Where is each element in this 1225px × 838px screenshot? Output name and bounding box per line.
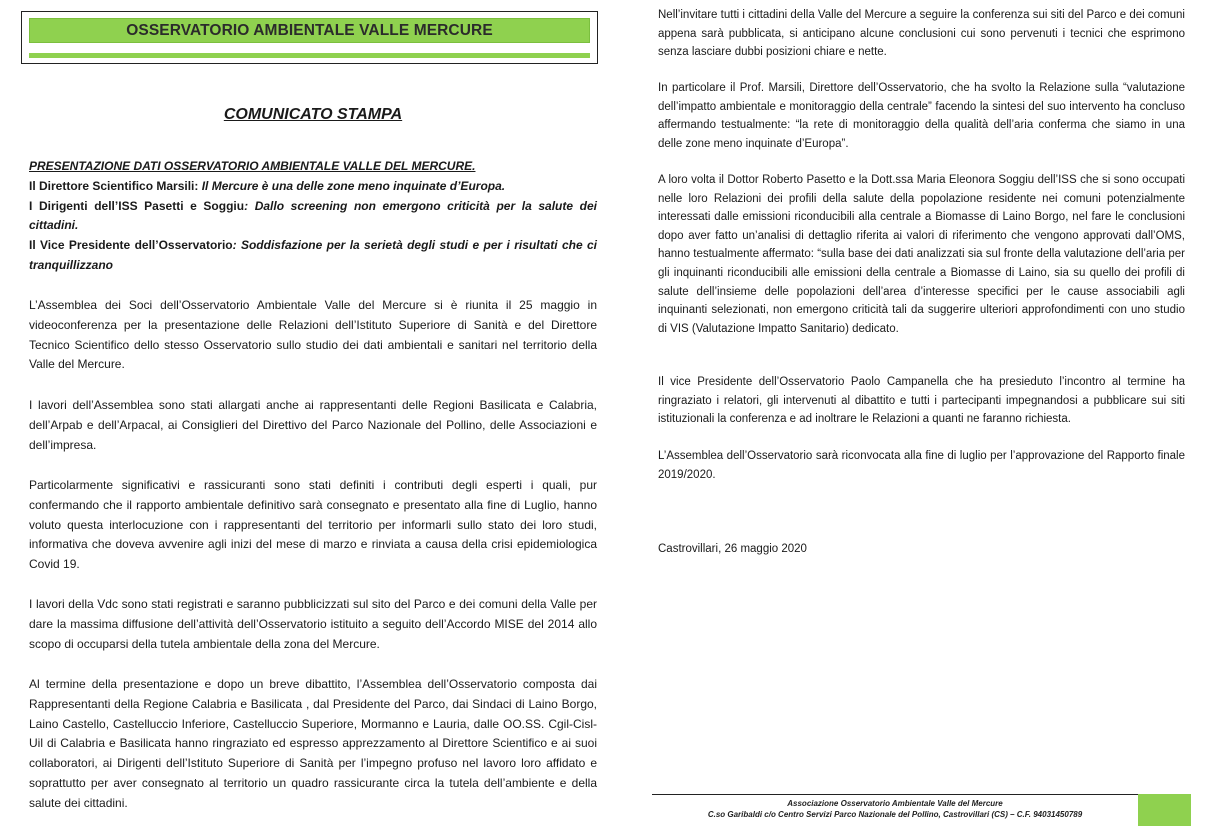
- left-paragraph-4: [29, 595, 597, 654]
- paragraph: I lavori dell’Assemblea sono stati allargati anche ai rappresentanti delle Regioni Basilicata e Calabria, dell’Arpab e dell’Arpacal, ai Consiglieri del Direttivo del Parco Nazionale del Pollino, delle Associazioni e dell’impresa.: [29, 398, 597, 452]
- place-date: [658, 540, 1185, 559]
- subheading-3-lead: I Dirigenti dell’ISS Pasetti e Soggiu: [29, 198, 245, 213]
- subheading-2-lead: Il Direttore Scientifico Marsili:: [29, 178, 202, 193]
- subheading-4: [29, 236, 597, 276]
- right-paragraph-1: [658, 6, 1185, 62]
- right-paragraph-5: [658, 447, 1185, 484]
- subheading-1-text: PRESENTAZIONE DATI OSSERVATORIO AMBIENTALE VALLE DEL MERCURE.: [29, 159, 476, 173]
- left-paragraph-1: [29, 296, 597, 375]
- subheading-4-lead: Il Vice Presidente dell’Osservatorio: [29, 238, 233, 253]
- subheading-4-quote: : Soddisfazione per la serietà degli studi e per i risultati che ci tranquillizzano: [29, 238, 597, 272]
- header-divider: [29, 53, 590, 58]
- right-paragraph-4: [658, 373, 1185, 429]
- subheading-3-quote: : Dallo screening non emergono criticità per la salute dei cittadini.: [29, 198, 597, 233]
- footer-logo-square: [1138, 794, 1191, 826]
- subheading-2-quote: Il Mercure è una delle zone meno inquinate d’Europa.: [201, 178, 506, 193]
- paragraph: I lavori della Vdc sono stati registrati e saranno pubblicizzati sul sito del Parco e dei comuni della Valle per dare la massima diffusione dell’attività dell’Osservatorio istituito a seguito dell’Accordo MISE del 2014 allo scopo di occuparsi della tutela ambientale della zona del Mercure.: [29, 597, 597, 651]
- document-title: COMUNICATO STAMPA: [223, 106, 403, 123]
- footer-line-2: C.so Garibaldi c/o Centro Servizi Parco Nazionale del Pollino, Castrovillari (CS) – C.F. 94031450789: [707, 810, 1083, 819]
- subheading-3: [29, 197, 597, 237]
- paragraph: Il vice Presidente dell’Osservatorio Paolo Campanella che ha presieduto l’incontro al termine ha ringraziato i relatori, gli intervenuti al dibattito e tutti i partecipanti impegnandosi a pubblicare sui siti istituzionali la conferenza e ad inoltrare le Relazioni a quanti ne faranno richiesta.: [658, 376, 1185, 426]
- paragraph: Nell’invitare tutti i cittadini della Valle del Mercure a seguire la conferenza sui siti del Parco e dei comuni appena sarà pubblicata, si anticipano alcune conclusioni cui sono pervenuti i tecnici che esprimono senza lasciare dubbi posizioni chiare e nette.: [658, 9, 1185, 59]
- paragraph: Particolarmente significativi e rassicuranti sono stati definiti i contributi degli esperti i quali, pur confermando che il rapporto ambientale definitivo sarà consegnato e presentato alla fine di Luglio, hanno voluto questa interlocuzione con i rappresentanti del territorio per informarli sullo stato dei loro studi, informativa che doveva avvenire agli inizi del mese di marzo e rinviata a causa della crisi epidemiologica Covid 19.: [29, 478, 597, 572]
- subheading-2: [29, 177, 597, 197]
- paragraph: In particolare il Prof. Marsili, Direttore dell’Osservatorio, che ha svolto la Relazione sulla “valutazione dell’impatto ambientale e monitoraggio della centrale” facendo la sintesi del suo intervento ha concluso affermando testualmente: “la rete di monitoraggio della qualità dell’aria conferma che siamo in una delle zone meno inquinate d’Europa”.: [658, 82, 1185, 150]
- footer-line-1: Associazione Osservatorio Ambientale Valle del Mercure: [787, 799, 1003, 808]
- subheading-1: [29, 157, 597, 177]
- left-paragraph-3: [29, 476, 597, 575]
- left-column: [29, 157, 597, 276]
- right-paragraph-2: [658, 79, 1185, 153]
- header-title: OSSERVATORIO AMBIENTALE VALLE MERCURE: [29, 18, 590, 43]
- paragraph: L’Assemblea dell’Osservatorio sarà riconvocata alla fine di luglio per l’approvazione del Rapporto finale 2019/2020.: [658, 450, 1185, 481]
- footer: [652, 798, 1138, 820]
- paragraph: L’Assemblea dei Soci dell’Osservatorio Ambientale Valle del Mercure si è riunita il 25 maggio in videoconferenza per la presentazione delle Relazioni dell’Istituto Superiore di Sanità e del Direttore Tecnico Scientifico dello stesso Osservatorio sullo studio dei dati ambientali e sanitari nel territorio della Valle del Mercure.: [29, 298, 597, 372]
- header-box: [21, 11, 598, 64]
- footer-divider: [652, 794, 1138, 795]
- left-paragraph-5: [29, 675, 597, 814]
- paragraph: Al termine della presentazione e dopo un breve dibattito, l’Assemblea dell’Osservatorio composta dai Rappresentanti della Regione Calabria e Basilicata , dal Presidente del Parco, dai Sindaci di Laino Borgo, Laino Castello, Castelluccio Inferiore, Castelluccio Superiore, Mormanno e Lauria, dalle OO.SS. Cgil-Cisl-Uil di Calabria e Basilicata hanno ringraziato ed espresso apprezzamento al Direttore Scientifico e ai suoi collaboratori, ai Dirigenti dell’Istituto Superiore di Sanità per l’impegno profuso nel lavoro loro affidato e soprattutto per aver consegnato al territorio un quadro rassicurante circa la tutela dell’ambiente e della salute dei cittadini.: [29, 677, 597, 810]
- place-date-text: Castrovillari, 26 maggio 2020: [658, 543, 807, 555]
- left-paragraph-2: [29, 396, 597, 455]
- paragraph: A loro volta il Dottor Roberto Pasetto e la Dott.ssa Maria Eleonora Soggiu dell’ISS che si sono occupati nelle loro Relazioni dei profili della salute della popolazione residente nei comuni potenzialmente interessati dalle emissioni riconducibili alla centrale a Biomasse di Laino Borgo, nel fare le conclusioni dopo aver fatto un’analisi di dettaglio riferita ai valori di riferimento che vengono approvati dall’OMS, hanno testualmente affermato: “sulla base dei dati analizzati sia sul fronte della valutazione dell’aria per gli inquinanti riconducibili alle emissioni della centrale a Biomasse di Laino, sia su quello dei profili di salute dell’insieme delle popolazioni dell’area d’interesse specifici per le cause associabili agli inquinanti selezionati, non emergono criticità tali da suggerire ulteriori approfondimenti con uno studio di VIS (Valutazione Impatto Sanitario) dedicato.: [658, 174, 1185, 335]
- right-paragraph-3: [658, 171, 1185, 338]
